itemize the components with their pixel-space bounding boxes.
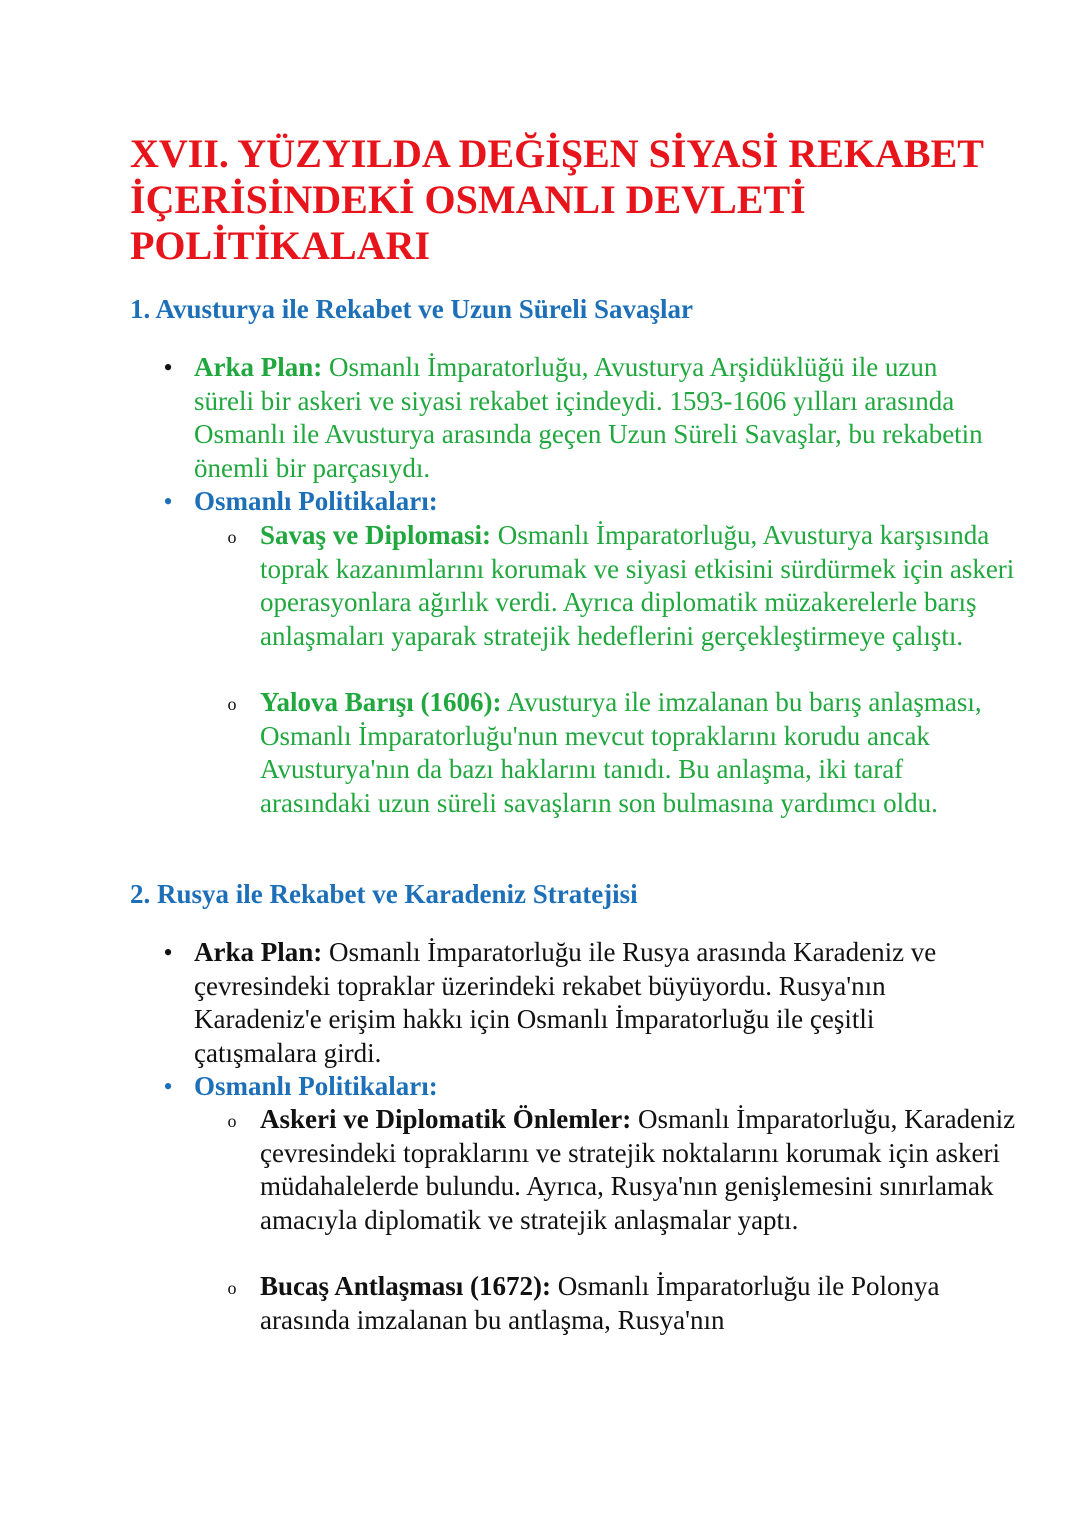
list-item-background-austria	[163, 351, 994, 485]
circle-bullet-icon: o	[227, 1111, 237, 1131]
circle-bullet-icon: o	[227, 694, 237, 714]
bullet-icon: •	[163, 353, 173, 382]
item-label: Savaş ve Diplomasi:	[260, 520, 492, 550]
item-label: Arka Plan:	[194, 352, 323, 382]
page-title: XVII. YÜZYILDA DEĞİŞEN SİYASİ REKABET İÇERİSİNDEKİ OSMANLI DEVLETİ POLİTİKALARI	[130, 131, 984, 268]
item-label: Osmanlı Politikaları:	[194, 1071, 438, 1101]
list-item-policies-russia	[163, 1070, 994, 1104]
item-text: Osmanlı İmparatorluğu, Avusturya Arşidüklüğü ile uzun süreli bir askeri ve siyasi rekabet içindeydi. 1593-1606 yılları arasında Osmanlı ile Avusturya arasında geçen Uzun Süreli Savaşlar, bu rekabetin önemli bir parçasıydı.	[194, 352, 983, 483]
circle-bullet-icon: o	[227, 527, 237, 547]
item-label: Arka Plan:	[194, 937, 323, 967]
item-text: Osmanlı İmparatorluğu ile Polonya arasında imzalanan bu antlaşma, Rusya'nın	[260, 1271, 940, 1335]
list-item-yalova-peace	[227, 686, 1020, 820]
list-item-military-diplomatic	[227, 1103, 1020, 1237]
list-item-background-russia	[163, 936, 994, 1070]
list-item-war-diplomacy	[227, 519, 1020, 653]
item-label: Bucaş Antlaşması (1672):	[260, 1271, 552, 1301]
item-label: Yalova Barışı (1606):	[260, 687, 502, 717]
section-heading-russia: 2. Rusya ile Rekabet ve Karadeniz Stratejisi	[130, 879, 638, 909]
item-text: Osmanlı İmparatorluğu ile Rusya arasında Karadeniz ve çevresindeki topraklar üzerindeki rekabet büyüyordu. Rusya'nın Karadeniz'e erişim hakkı için Osmanlı İmparatorluğu ile çeşitli çatışmalara girdi.	[194, 937, 937, 1068]
item-text: Avusturya ile imzalanan bu barış anlaşması, Osmanlı İmparatorluğu'nun mevcut topraklarını korudu ancak Avusturya'nın da bazı haklarını tanıdı. Bu anlaşma, iki taraf arasındaki uzun süreli savaşların son bulmasına yardımcı oldu.	[260, 687, 982, 818]
bullet-icon: •	[163, 1072, 173, 1101]
bullet-icon: •	[163, 938, 173, 967]
bullet-icon: •	[163, 487, 173, 516]
item-text: Osmanlı İmparatorluğu, Avusturya karşısında toprak kazanımlarını korumak ve siyasi etkisini sürdürmek için askeri operasyonlara ağırlık verdi. Ayrıca diplomatik müzakerelerle barış anlaşmaları yaparak stratejik hedeflerini gerçekleştirmeye çalıştı.	[260, 520, 1015, 651]
circle-bullet-icon: o	[227, 1278, 237, 1298]
list-item-policies-austria	[163, 485, 994, 519]
item-label: Osmanlı Politikaları:	[194, 486, 438, 516]
item-text: Osmanlı İmparatorluğu, Karadeniz çevresindeki topraklarını ve stratejik noktalarını korumak için askeri müdahalelerde bulundu. Ayrıca, Rusya'nın genişlemesini sınırlamak amacıyla diplomatik ve stratejik anlaşmalar yaptı.	[260, 1104, 1016, 1235]
section-heading-austria: 1. Avusturya ile Rekabet ve Uzun Süreli Savaşlar	[130, 294, 694, 324]
item-label: Askeri ve Diplomatik Önlemler:	[260, 1104, 632, 1134]
list-item-bucas-treaty	[227, 1270, 1020, 1337]
